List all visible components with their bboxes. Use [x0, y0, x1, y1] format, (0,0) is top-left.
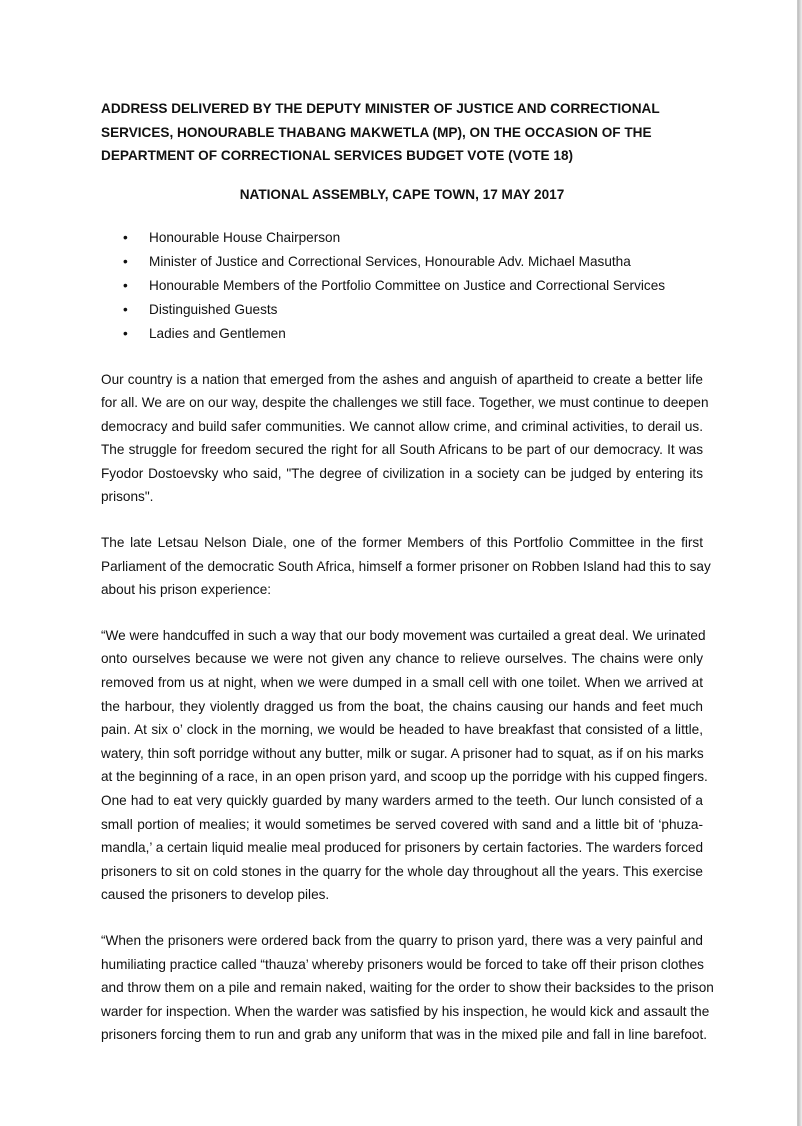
- paragraph-line: The struggle for freedom secured the right for all South Africans to be part of our democracy. It was: [101, 442, 703, 458]
- title-line: ADDRESS DELIVERED BY THE DEPUTY MINISTER OF JUSTICE AND CORRECTIONAL: [101, 101, 660, 116]
- paragraph-line: “We were handcuffed in such a way that our body movement was curtailed a great deal. We urinated: [101, 627, 706, 643]
- paragraph-line: mandla,’ a certain liquid mealie meal produced for prisoners by certain factories. The warders forced: [101, 840, 703, 856]
- paragraph-line: removed from us at night, when we were dumped in a small cell with one toilet. When we arrived at: [101, 675, 703, 691]
- salutation-item: [101, 274, 703, 298]
- paragraph-line: onto ourselves because we were not given any chance to relieve ourselves. The chains were only: [101, 651, 703, 667]
- salutation-text: Ladies and Gentlemen: [149, 325, 286, 341]
- paragraph-line: warder for inspection. When the warder was satisfied by his inspection, he would kick and assault the: [101, 1003, 710, 1019]
- paragraph-line: and throw them on a pile and remain naked, waiting for the order to show their backsides to the prison: [101, 980, 714, 996]
- salutation-text: Distinguished Guests: [149, 301, 278, 317]
- paragraph-line: prisoners to sit on cold stones in the quarry for the whole day throughout all the years. This exercise: [101, 863, 703, 879]
- salutation-list: [101, 226, 703, 346]
- salutation-item: [101, 298, 703, 322]
- title-line: SERVICES, HONOURABLE THABANG MAKWETLA (MP), ON THE OCCASION OF THE: [101, 124, 652, 140]
- paragraph-line: about his prison experience:: [101, 582, 272, 598]
- paragraph-quote-1: [101, 624, 708, 907]
- bullet-icon: •: [123, 325, 128, 341]
- page-edge-shadow: [798, 0, 802, 1126]
- salutation-text: Honourable Members of the Portfolio Committee on Justice and Correctional Services: [149, 277, 666, 293]
- document-subtitle: NATIONAL ASSEMBLY, CAPE TOWN, 17 MAY 2017: [239, 186, 565, 202]
- paragraph-line: prisoners forcing them to run and grab any uniform that was in the mixed pile and fall in line barefoot.: [101, 1027, 708, 1043]
- paragraph-line: prisons".: [101, 489, 154, 505]
- paragraph-intro: [101, 368, 709, 510]
- paragraph-line: pain. At six o’ clock in the morning, we would be headed to have breakfast that consisted of a little,: [101, 722, 703, 738]
- paragraph-quote-2: [101, 929, 714, 1047]
- salutation-item: [101, 250, 703, 274]
- paragraph-line: democracy and build safer communities. We cannot allow crime, and criminal activities, to derail us.: [101, 418, 703, 434]
- paragraph-line: at the beginning of a race, in an open prison yard, and scoop up the porridge with his cupped fingers.: [101, 769, 708, 785]
- paragraph-line: for all. We are on our way, despite the challenges we still face. Together, we must continue to deepen: [101, 395, 709, 411]
- salutation-item: [101, 226, 703, 250]
- bullet-icon: •: [123, 277, 128, 293]
- salutation-item: [101, 322, 703, 346]
- bullet-icon: •: [123, 229, 128, 245]
- salutation-text: Minister of Justice and Correctional Services, Honourable Adv. Michael Masutha: [149, 253, 631, 269]
- paragraph-line: caused the prisoners to develop piles.: [101, 887, 330, 903]
- paragraph-line: Our country is a nation that emerged from the ashes and anguish of apartheid to create a better life: [101, 371, 703, 387]
- bullet-icon: •: [123, 301, 128, 317]
- document-body: [101, 97, 714, 1047]
- paragraph-line: The late Letsau Nelson Diale, one of the former Members of this Portfolio Committee in the first: [101, 535, 703, 551]
- document-title: [101, 97, 703, 168]
- paragraph-line: small portion of mealies; it would sometimes be served covered with sand and a little bit of ‘phuza-: [101, 816, 703, 832]
- paragraph-line: watery, thin soft porridge without any butter, milk or sugar. A prisoner had to squat, as if on his marks: [101, 745, 704, 761]
- paragraph-line: One had to eat very quickly guarded by many warders armed to the teeth. Our lunch consisted of a: [101, 793, 703, 808]
- paragraph-line: Fyodor Dostoevsky who said, "The degree of civilization in a society can be judged by entering its: [101, 465, 703, 481]
- paragraph-line: humiliating practice called “thauza’ whereby prisoners would be forced to take off their prison clothes: [101, 956, 704, 972]
- paragraph-line: the harbour, they violently dragged us from the boat, the chains causing our hands and feet much: [101, 698, 703, 714]
- paragraph-diale: [101, 531, 711, 602]
- paragraph-line: “When the prisoners were ordered back from the quarry to prison yard, there was a very painful and: [101, 932, 703, 948]
- paragraph-line: Parliament of the democratic South Africa, himself a former prisoner on Robben Island had this to say: [101, 558, 711, 574]
- title-line: DEPARTMENT OF CORRECTIONAL SERVICES BUDGET VOTE (VOTE 18): [101, 148, 574, 163]
- salutation-text: Honourable House Chairperson: [149, 229, 341, 245]
- bullet-icon: •: [123, 253, 128, 269]
